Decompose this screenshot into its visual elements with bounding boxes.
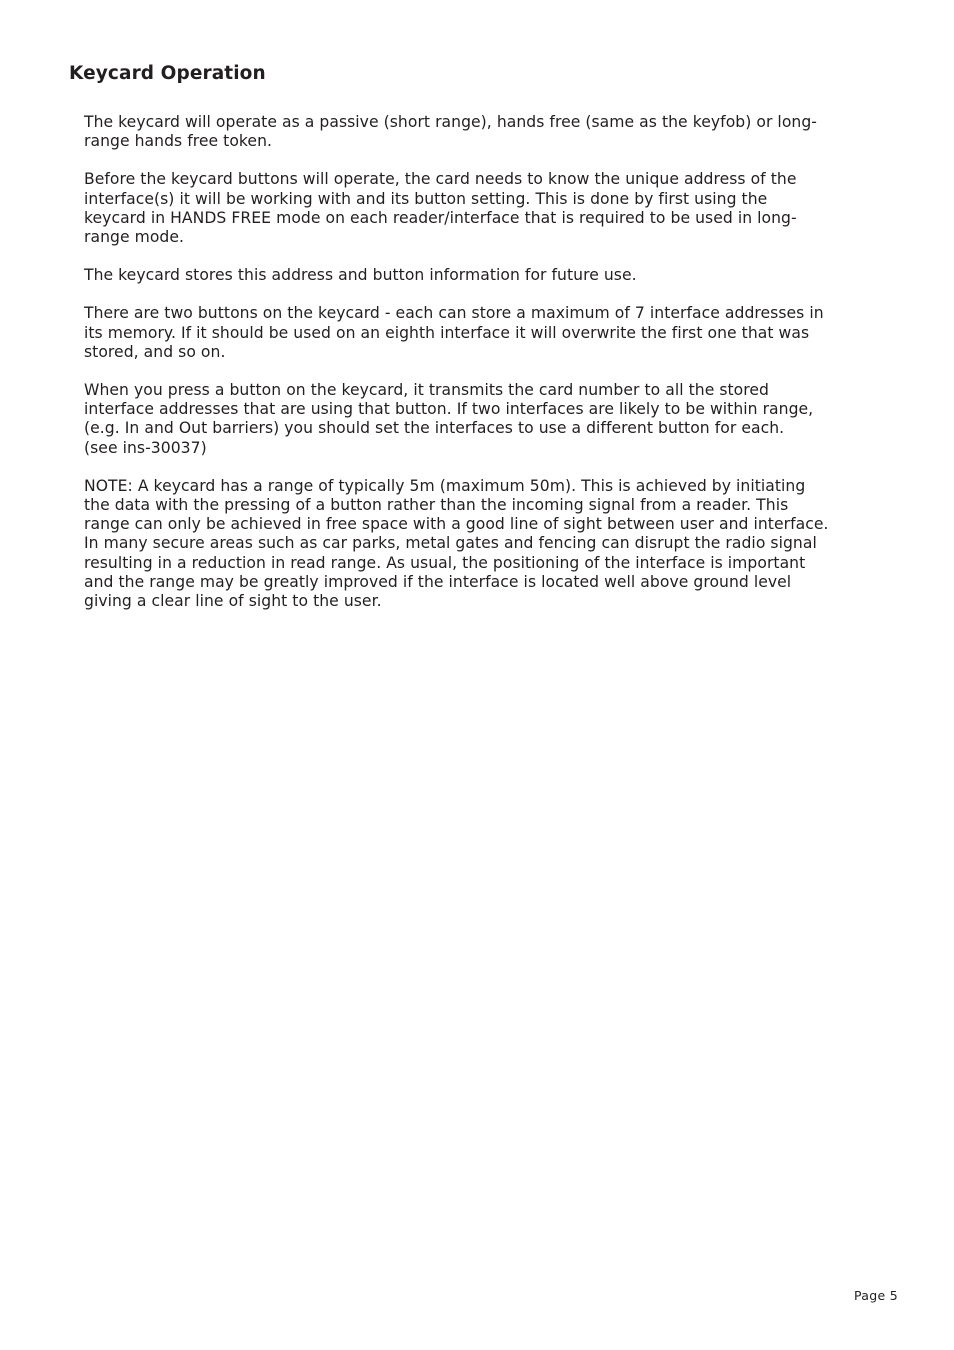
body-text [84,113,854,630]
paragraph-token-modes: The keycard will operate as a passive (short range), hands free (same as the keyfob) or long- range hands free token. [84,113,817,151]
paragraph-range-note: NOTE: A keycard has a range of typically 5m (maximum 50m). This is achieved by initiating the data with the pressing of a button rather than the incoming signal from a reader. This range can only be achieved in free space with a good line of sight between user and interface. In many secure areas such as car parks, metal gates and fencing can disrupt the radio signal resulting in a reduction in read range. As usual, the positioning of the interface is important and the range may be greatly improved if the interface is located well above ground level giving a clear line of sight to the user. [84,476,829,611]
paragraph-button-memory: There are two buttons on the keycard - each can store a maximum of 7 interface addresses in its memory. If it should be used on an eighth interface it will overwrite the first one that was stored, and so on. [84,304,824,361]
page-number: Page 5 [854,1288,898,1303]
paragraph-transmit: When you press a button on the keycard, it transmits the card number to all the stored interface addresses that are using that button. If two interfaces are likely to be within range, (e.g. In and Out barriers) you should set the interfaces to use a different button for each. (see ins-30037) [84,381,814,457]
paragraph-button-setup: Before the keycard buttons will operate, the card needs to know the unique address of the interface(s) it will be working with and its button setting. This is done by first using the keycard in HANDS FREE mode on each reader/interface that is required to be used in long- range mode. [84,170,797,247]
paragraph-address-storage: The keycard stores this address and button information for future use. [84,266,637,285]
section-heading: Keycard Operation [69,63,266,84]
